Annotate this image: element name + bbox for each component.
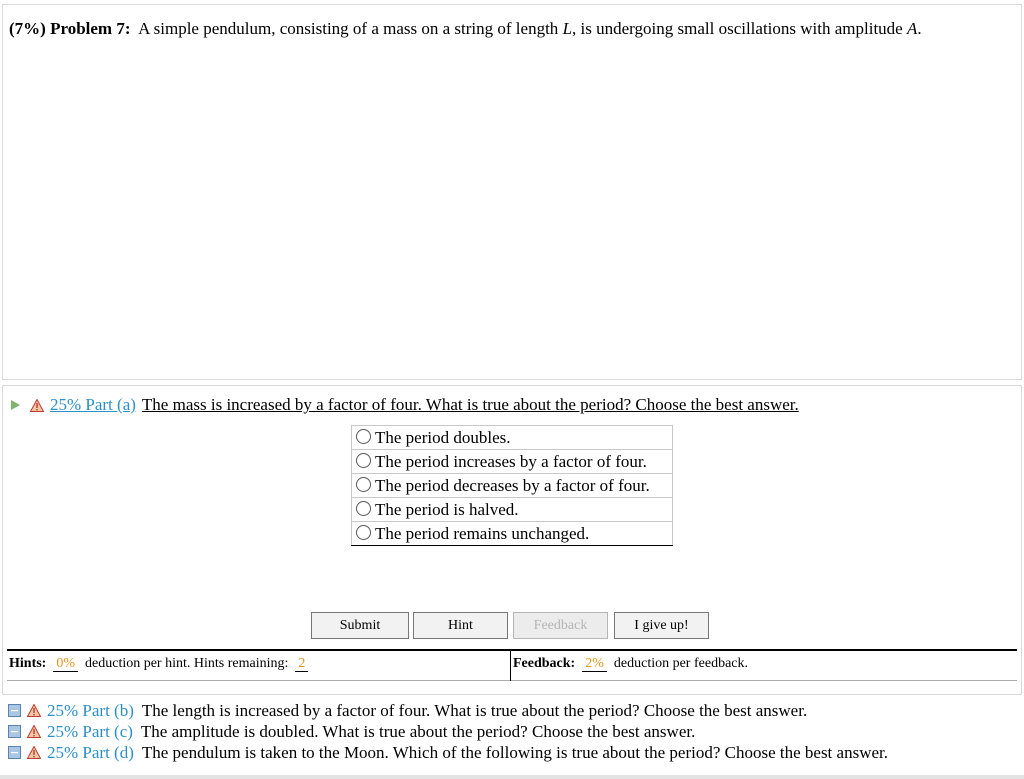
expand-arrow-icon[interactable] bbox=[11, 400, 20, 410]
give-up-button[interactable]: I give up! bbox=[614, 612, 709, 639]
feedback-info bbox=[513, 656, 748, 672]
part-a-percent[interactable]: 25% Part (a) bbox=[50, 395, 136, 414]
problem-weight: (7%) bbox=[9, 19, 46, 38]
part-a-question: The mass is increased by a factor of four. What is true about the period? Choose the best answer. bbox=[141, 395, 799, 414]
radio-button[interactable] bbox=[356, 453, 371, 468]
warning-icon bbox=[27, 725, 41, 738]
warning-icon bbox=[30, 399, 44, 412]
hint-button[interactable]: Hint bbox=[413, 612, 508, 639]
var-L: L bbox=[562, 19, 573, 38]
radio-button[interactable] bbox=[356, 429, 371, 444]
choice-row[interactable] bbox=[352, 522, 673, 546]
part-d-row[interactable] bbox=[8, 742, 888, 763]
feedback-deduction-text: deduction per feedback. bbox=[613, 656, 748, 671]
part-a-panel bbox=[2, 385, 1022, 695]
warning-icon bbox=[27, 704, 41, 717]
part-b-row[interactable] bbox=[8, 700, 888, 721]
hints-feedback-bar bbox=[7, 649, 1017, 681]
problem-text-a: A simple pendulum, consisting of a mass on a string of length bbox=[138, 19, 563, 38]
expand-icon[interactable] bbox=[8, 704, 21, 717]
choice-label: The period remains unchanged. bbox=[375, 523, 590, 543]
part-c-row[interactable] bbox=[8, 721, 888, 742]
part-c-percent[interactable]: 25% Part (c) bbox=[47, 721, 133, 741]
problem-statement bbox=[9, 19, 922, 39]
radio-button[interactable] bbox=[356, 525, 371, 540]
part-b-percent[interactable]: 25% Part (b) bbox=[47, 700, 134, 720]
problem-statement-box bbox=[2, 4, 1022, 380]
feedback-deduction: 2% bbox=[582, 656, 607, 672]
problem-label: Problem 7: bbox=[50, 19, 131, 38]
part-b-question: The length is increased by a factor of four. What is true about the period? Choose the best answer. bbox=[141, 700, 808, 720]
choice-row[interactable] bbox=[352, 450, 673, 474]
feedback-button: Feedback bbox=[513, 612, 608, 639]
problem-text-c: . bbox=[917, 19, 922, 38]
expand-icon[interactable] bbox=[8, 746, 21, 759]
hints-label: Hints: bbox=[9, 656, 47, 671]
answer-choices bbox=[351, 425, 673, 546]
expand-icon[interactable] bbox=[8, 725, 21, 738]
radio-button[interactable] bbox=[356, 501, 371, 516]
other-parts-list bbox=[8, 700, 888, 763]
choice-label: The period decreases by a factor of four. bbox=[375, 475, 650, 495]
var-A: A bbox=[906, 19, 918, 38]
problem-text-b: , is undergoing small oscillations with amplitude bbox=[572, 19, 907, 38]
hints-info bbox=[9, 656, 308, 672]
footer-rule bbox=[0, 775, 1024, 779]
feedback-label: Feedback: bbox=[513, 656, 576, 671]
divider bbox=[510, 651, 511, 681]
part-c-question: The amplitude is doubled. What is true about the period? Choose the best answer. bbox=[140, 721, 696, 741]
choice-label: The period doubles. bbox=[375, 427, 511, 447]
submit-button[interactable]: Submit bbox=[311, 612, 409, 639]
choice-label: The period increases by a factor of four. bbox=[375, 451, 647, 471]
choice-row[interactable] bbox=[352, 474, 673, 498]
hint-deduction-text: deduction per hint. Hints remaining: bbox=[85, 656, 289, 671]
choice-label: The period is halved. bbox=[375, 499, 519, 519]
part-d-question: The pendulum is taken to the Moon. Which of the following is true about the period? Choose the best answer. bbox=[141, 742, 888, 762]
hints-remaining: 2 bbox=[295, 656, 308, 672]
warning-icon bbox=[27, 746, 41, 759]
hint-deduction: 0% bbox=[53, 656, 78, 672]
choice-row[interactable] bbox=[352, 498, 673, 522]
part-a-header[interactable] bbox=[11, 395, 799, 415]
radio-button[interactable] bbox=[356, 477, 371, 492]
choice-row[interactable] bbox=[352, 426, 673, 450]
part-d-percent[interactable]: 25% Part (d) bbox=[47, 742, 134, 762]
